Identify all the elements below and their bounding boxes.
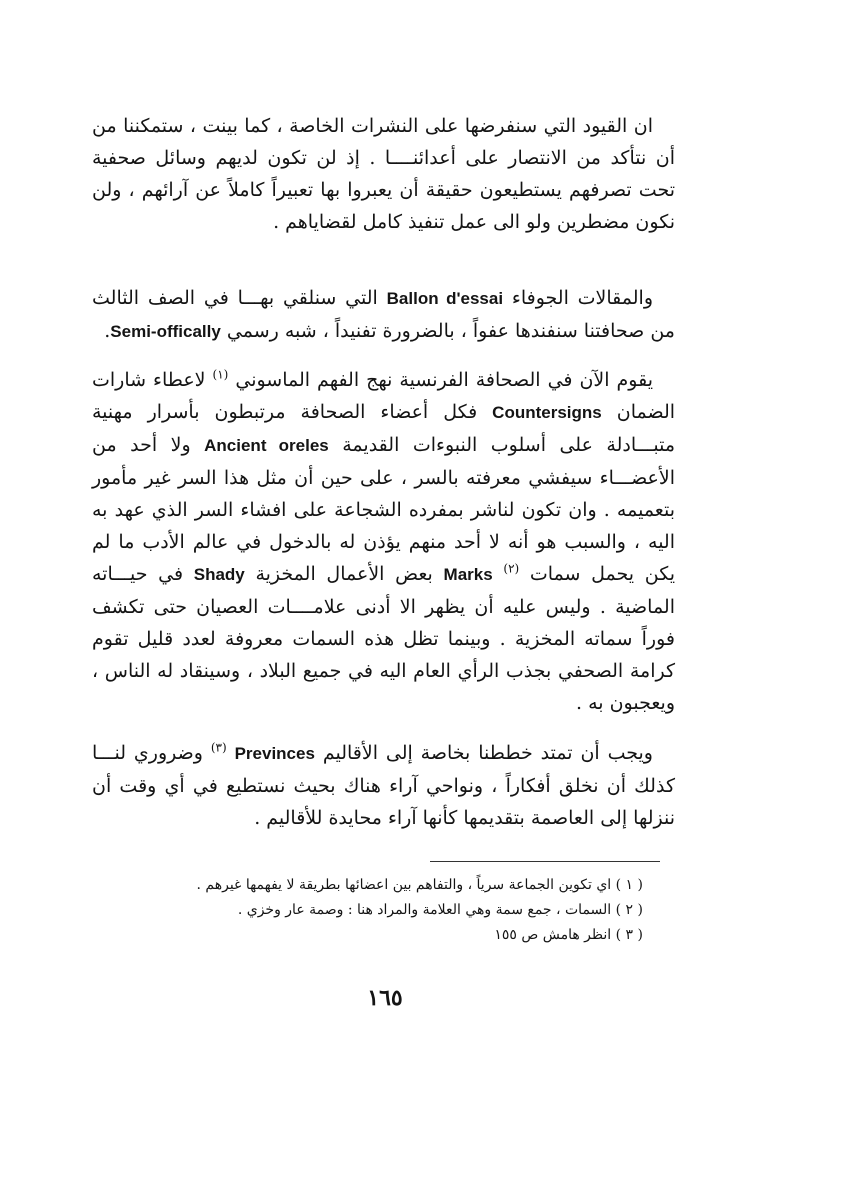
footnote-1: ( ١ ) اي تكوين الجماعة سرياً ، والتفاهم بين اعضائها بطريقة لا يفهمها غيرهم .	[196, 877, 643, 893]
paragraph-3-text-f: في حيـــاته الماضية . وليس عليه أن يظهر الا أدنى علامــــات العصيان حتى تكشف فوراً سماته المخزية . وبينما تظل هذه السمات معروفة لعدد قليل تقوم كرامة الصحفي بجذب الرأي العام اليه في جميع البلاد ، وسينقاد له الناس ، ويعجبون به .	[92, 563, 675, 714]
paragraph-3-text-e: بعض الأعمال المخزية	[255, 563, 433, 585]
paragraph-1-text: ان القيود التي سنفرضها على النشرات الخاصة ، كما بينت ، ستمكننا من أن نتأكد من الانتصار على أعدائنــــا . إذ لن تكون لديهم وسائل صحفية تحت تصرفهم يستطيعون حقيقة أن يعبروا بها تعبيراً كاملاً عن آرائهم ، ولن نكون مضطرين ولو الى عمل تنفيذ كامل لقضاياهم .	[92, 115, 675, 233]
latin-term-ancient-oreles: Ancient oreles	[204, 436, 329, 455]
paragraph-2	[92, 282, 675, 348]
page-number: ١٦٥	[367, 985, 403, 1011]
paragraph-3-text-c: فكل أعضاء الصحافة مرتبطون بأسرار مهنية متبـــادلة على أسلوب النبوءات القديمة	[92, 401, 675, 456]
latin-term-countersigns: Countersigns	[492, 403, 602, 422]
footnote-divider	[430, 861, 660, 862]
footnote-3: ( ٣ ) انظر هامش ص ١٥٥	[494, 927, 643, 943]
footnote-ref-1: (١)	[212, 367, 229, 382]
paragraph-2-text-b: التي سنلقي بهـــا في الصف الثالث من صحافتنا سنفندها عفواً ، بالضرورة تفنيداً ، شبه رسمي	[92, 287, 675, 342]
footnote-ref-3: (٣)	[210, 740, 227, 755]
latin-term-semi-offically: Semi-offically	[110, 322, 221, 341]
paragraph-4-text-a: ويجب أن تمتد خططنا بخاصة إلى الأقاليم	[322, 742, 653, 764]
paragraph-3	[92, 364, 675, 719]
footnote-ref-2: (٢)	[503, 561, 520, 576]
footnotes	[120, 873, 643, 948]
paragraph-4-text-b: وضروري لنـــا كذلك أن نخلق أفكاراً ، ونواحي آراء هناك بحيث نستطيع في أي وقت أن ننزلها إلى العاصمة بتقديمها كأنها آراء محايدة للأقاليم .	[92, 742, 675, 829]
footnote-2: ( ٢ ) السمات ، جمع سمة وهي العلامة والمراد هنا : وصمة عار وخزي .	[237, 902, 643, 918]
paragraph-3-text-a: يقوم الآن في الصحافة الفرنسية نهج الفهم الماسوني	[235, 369, 654, 391]
latin-term-shady: Shady	[193, 565, 245, 584]
latin-term-ballon-dessai: Ballon d'essai	[386, 289, 504, 308]
paragraph-2-text-a: والمقالات الجوفاء	[511, 287, 654, 309]
paragraph-2-text-c: .	[104, 320, 111, 342]
latin-term-previnces: Previnces	[234, 744, 315, 763]
paragraph-1	[92, 110, 675, 238]
paragraph-3-text-d: ولا أحد من الأعضـــاء سيفشي معرفته بالسر ، على حين أن مثل هذا السر غير مأمور بتعميمه . وان تكون لناشر بمفرده الشجاعة على افشاء السر الذي عهد به اليه ، والسبب هو أنه لا أحد منهم يؤذن له بالدخول في عالم الأدب ما لم يكن يحمل سمات	[92, 434, 675, 585]
paragraph-3-text-b: لاعطاء شارات الضمان	[92, 369, 676, 423]
paragraph-4	[92, 737, 675, 834]
latin-term-marks: Marks	[443, 565, 493, 584]
